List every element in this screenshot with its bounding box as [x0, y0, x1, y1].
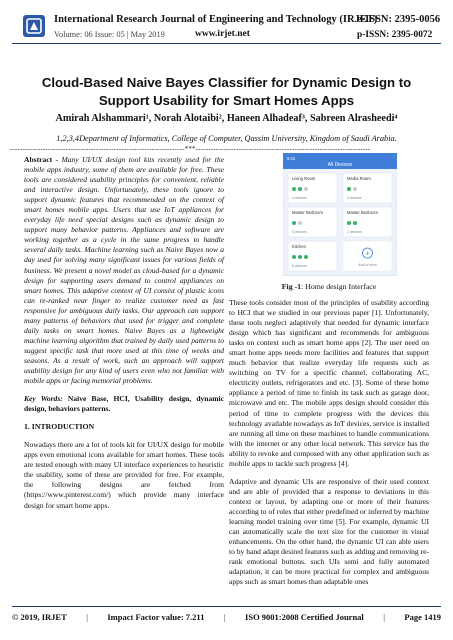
author-list: Amirah Alshammari¹, Norah Alotaibi², Haneen Alhadeaf³, Sabreen Alrasheedi⁴	[55, 113, 398, 124]
footer-page-number: Page 1419	[404, 612, 441, 622]
volume-issue: Volume: 06 Issue: 05 | May 2019	[54, 30, 165, 39]
room-tile[interactable]	[343, 207, 392, 237]
journal-url[interactable]: www.irjet.net	[195, 29, 250, 39]
home-design-figure	[283, 153, 397, 276]
room-tile-name: Living Room	[292, 176, 316, 181]
room-tile[interactable]	[343, 173, 392, 203]
header-rule	[12, 43, 441, 44]
keywords-text: Naive Base, HCI, Usability design, dynamic design, behaviors patterns.	[24, 394, 224, 414]
footer-separator: |	[383, 612, 385, 622]
room-tile-count: 6 devices	[292, 264, 307, 268]
figure-caption	[229, 282, 429, 291]
footer-iso: ISO 9001:2008 Certified Journal	[245, 612, 364, 622]
footer-impact-factor: Impact Factor value: 7.211	[107, 612, 205, 622]
abstract-label: Abstract -	[24, 155, 59, 164]
room-tile[interactable]	[288, 207, 337, 237]
footer-copyright: © 2019, IRJET	[12, 612, 67, 622]
room-tile-count: 2 devices	[347, 230, 362, 234]
add-room-label: Add a room	[358, 263, 377, 267]
intro-heading: 1. INTRODUCTION	[24, 422, 95, 432]
irjet-logo	[22, 14, 46, 38]
room-tile-count: 3 devices	[347, 196, 362, 200]
paper-title: Cloud-Based Naive Bayes Classifier for Dynamic Design to Support Usability for Smart Homes Apps	[41, 75, 412, 108]
room-tile-name: Master Bedroom	[347, 210, 378, 215]
affiliation: 1,2,3,4Department of Informatics, College of Computer, Qassim University, Kingdom of Saudi Arabia.	[56, 134, 397, 143]
room-tile[interactable]	[288, 241, 337, 271]
journal-name: International Research Journal of Engineering and Technology (IRJET)	[54, 14, 378, 25]
keywords	[24, 394, 224, 414]
section-separator: ---------------------------------------------------------------------***---------------------------------------------------------------------	[10, 145, 371, 153]
footer-separator: |	[223, 612, 226, 622]
p-issn: p-ISSN: 2395-0072	[357, 30, 433, 40]
room-tile-name: Kitchen	[292, 244, 306, 249]
phone-status-time: 9:41	[287, 156, 296, 161]
figure-caption-label: Fig -1	[281, 282, 302, 291]
room-tile-count: 4 devices	[292, 196, 307, 200]
room-tile-name: Master Bedroom	[292, 210, 323, 215]
footer-separator: |	[86, 612, 88, 622]
left-column	[24, 155, 224, 519]
room-tile-name: Media Room	[347, 176, 371, 181]
abstract	[24, 155, 224, 386]
figure-caption-text: : Home design Interface	[301, 282, 377, 291]
intro-paragraph: Nowadays there are a lot of tools kit for UI/UX design for mobile apps even emotional icons available for smart homes. These tools are tested enough with many UI interface experiences to heuristic the usability, some of these are provided for free. For example, the following designs are fetched from (https://www.pinterest.com/) which provide many interface design for smart home apps.	[24, 440, 224, 510]
room-tile[interactable]	[288, 173, 337, 203]
footer	[12, 612, 441, 622]
body-paragraph: Adaptive and dynamic UIs are responsive of their used context and are able of provided that a response to deviations in this context or layout, by adapting one or more of their features according to of rules that either predefined or inferred by machine learning model training over time [5]. For example, dynamic UI can automatically scale the text size for the customer in visual enhancements. On the other hand, the dynamic UI can able users to by hand adapt desired features such as adding and removing re-rank emotional buttons. such UIs semi and fully automated adaptation, it can be more practical for complex and ambiguous apps such as smart homes than adaptable ones	[229, 476, 429, 587]
add-room-plus: +	[365, 250, 370, 258]
abstract-text: Many UI/UX design tool kits recently used for the mobile apps industry, some of them are available for free. These tools are considered usability principles for convenient, reliable and interactive design. Unfortunately, these tools ignore to support dynamic features that recommended on the context of smart homes mobile apps. Users that use IoT appliances for everyday life need special designs such as dynamic design to support many behavior patterns. Appliances and software are working together as a cycle in the same progress to handle several daily tasks. Machine learning such as Naive Bayes now a day used for solving many significant issues for various fields of business. We present a novel model as cloud-based for a dynamic design for supporting users demand to control appliances on smart homes. This adaptive context of UI consist of plastic icons can re-ranked near finger to realize customer need as fast responsive for ambiguous daily tasks. Our approach can support many patterns of behaviors that used for trigger and complete daily tasks on smart homes. Naive Bayes as a lightweight machine learning algorithm that trained by daily used patterns to suggest specific task that more used at this time of weeks and seasons. As a result of work, such an approach will support usability design for any kind of users even who not familiar with mobile apps or facing memorial problems.	[24, 155, 225, 386]
phone-heading: All Devices	[327, 162, 353, 168]
body-paragraph: These tools consider most of the principles of usability according to HCI that we studied in our previous paper [1]. Unfortunately, these tools neglect adaptively that needed for dynamic interface design which has significant and recommends for ambiguous tasks on context such as smart home apps [2]. The user need on smart home apps needs more facilities and features that support much behavior that realize everyday life requests such as switching on TV for a specific channel, collaborating AC, electricity outlets, refrigerators and etc. [3]. Some of these home appliance a period of time to finish its task such as garage door, microwave and etc. The mobile apps design should consider this period of time to complete progress with the devices this technology available nowadays as IoT devices, service is installed are running all time on these machines to handle communications with the internet or any other local network. This service has the ability to revoke and composed with any other application such as mobile apps to tackle such progress [4].	[229, 298, 429, 468]
right-column	[229, 298, 429, 595]
room-tile-count: 5 devices	[292, 230, 307, 234]
footer-rule	[12, 606, 441, 607]
e-issn: e-ISSN: 2395-0056	[357, 14, 441, 25]
add-room-tile[interactable]	[343, 241, 392, 271]
keywords-label: Key Words:	[24, 394, 63, 404]
